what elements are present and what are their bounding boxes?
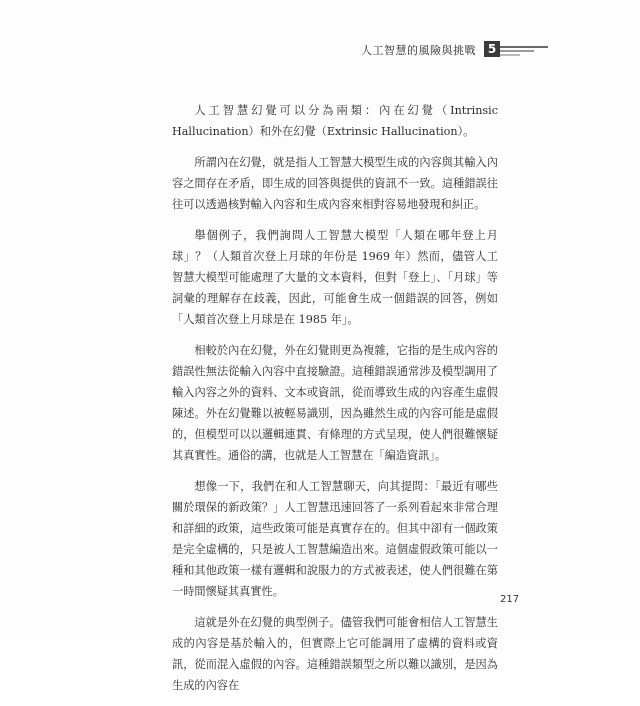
paragraph-extrinsic-summary: 這就是外在幻覺的典型例子。儘管我們可能會相信人工智慧生成的內容是基於輸入的，但實際上它可能調用了虛構的資料或資訊，從而混入虛假的內容。這種錯誤類型之所以難以識別，是因為生成的內容在 xyxy=(172,616,498,692)
paragraph-policy-example: 想像一下，我們在和人工智慧聊天，向其提問：「最近有哪些關於環保的新政策？」人工智慧迅速回答了一系列看起來非常合理和詳細的政策，這些政策可能是真實存在的。但其中卻有一個政策是完全虛構的，只是被人工智慧編造出來。這個虛假政策可能以一種和其他政策一樣有邏輯和說服力的方式被表述，使人們很難在第一時間懷疑其真實性。 xyxy=(172,480,498,598)
header-rule xyxy=(500,54,520,56)
paragraph-extrinsic-definition: 相較於內在幻覺，外在幻覺則更為複雜，它指的是生成內容的錯誤性無法從輸入內容中直接驗證。這種錯誤通常涉及模型調用了輸入內容之外的資料、文本或資訊，從而導致生成的內容產生虛假陳述。外在幻覺難以被輕易識別，因為雖然生成的內容可能是虛假的，但模型可以以邏輯連貫、有條理的方式呈現，使人們很難懷疑其真實性。通俗的講，也就是人工智慧在「編造資訊」。 xyxy=(172,344,498,462)
running-header xyxy=(300,38,620,62)
paragraph-moon-example: 舉個例子，我們詢問人工智慧大模型「人類在哪年登上月球」？（人類首次登上月球的年份是 1969 年）然而，儘管人工智慧大模型可能處理了大量的文本資料，但對「登上」、「月球」等詞彙的理解存在歧義，因此，可能會生成一個錯誤的回答，例如「人類首次登上月球是在 1985 年」。 xyxy=(172,229,498,326)
header-rule xyxy=(500,50,534,52)
chapter-title: 人工智慧的風險與挑戰 xyxy=(361,44,476,57)
paragraph-intrinsic-definition: 所謂內在幻覺，就是指人工智慧大模型生成的內容與其輸入內容之間存在矛盾，即生成的回答與提供的資訊不一致。這種錯誤往往可以透過核對輸入內容和生成內容來相對容易地發現和糾正。 xyxy=(172,156,498,211)
body-text xyxy=(172,100,498,706)
header-rule xyxy=(500,46,548,48)
chapter-number-badge: 5 xyxy=(484,41,500,57)
paragraph-hallucination-types: 人工智慧幻覺可以分為兩類：內在幻覺（Intrinsic Hallucination）和外在幻覺（Extrinsic Hallucination）。 xyxy=(172,104,498,138)
page-number: 217 xyxy=(500,594,520,605)
